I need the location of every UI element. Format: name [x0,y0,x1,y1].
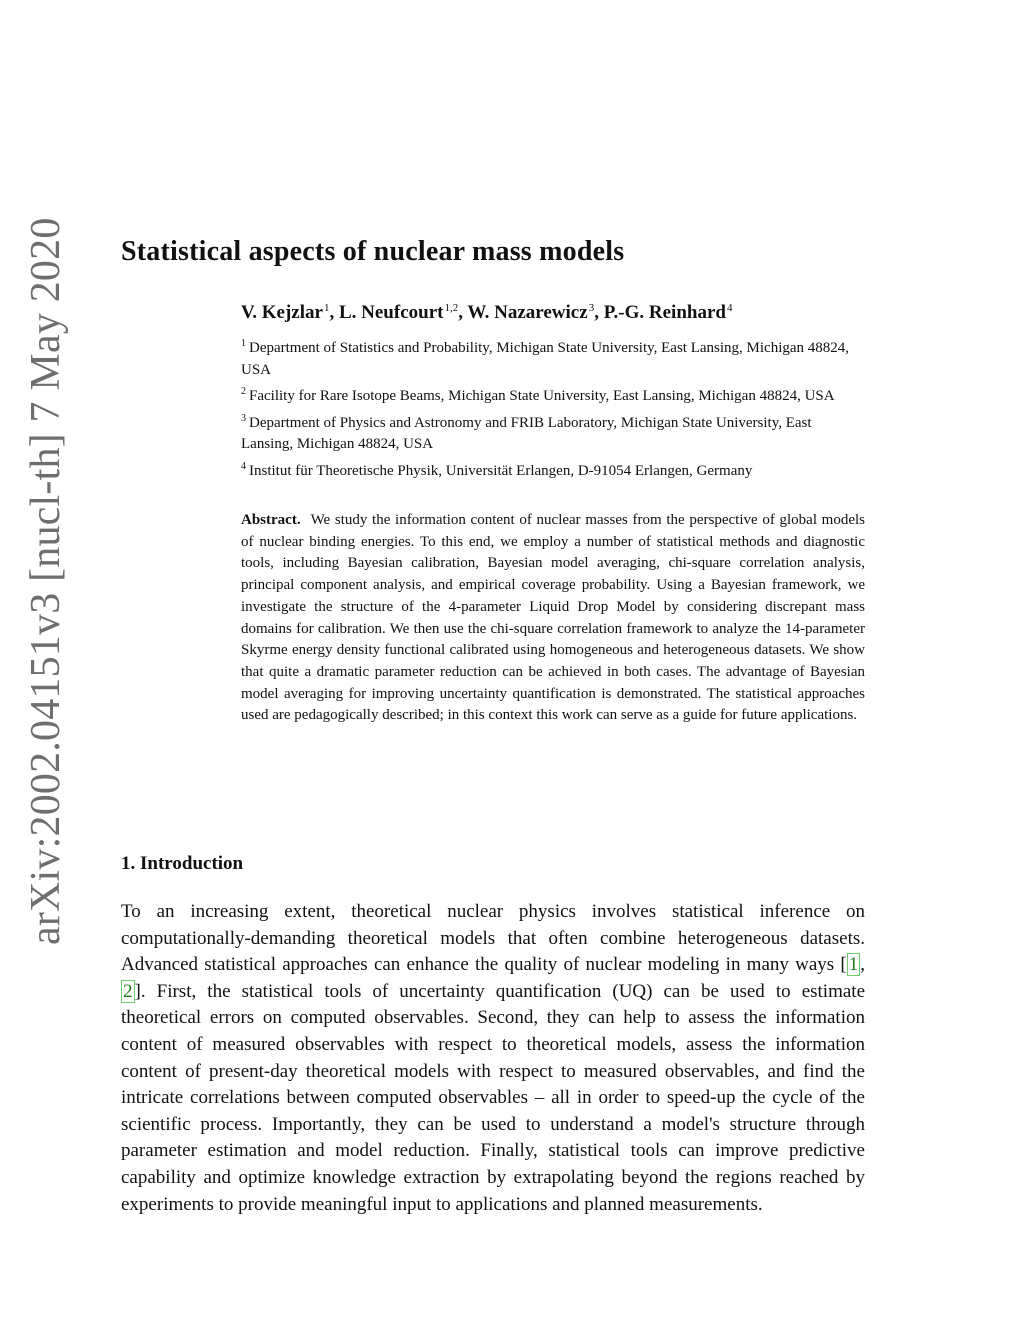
abstract-label: Abstract. [241,512,301,528]
abstract-text: We study the information content of nuclear masses from the perspective of global models of nuclear binding energies. To this end, we employ a number of statistical methods and diagnostic tools, including Bayesian calibration, Bayesian model averaging, chi-square correlation analysis, principal component analysis, and empirical coverage probability. Using a Bayesian framework, we investigate the structure of the 4-parameter Liquid Drop Model by considering discrepant mass domains for calibration. We then use the chi-square correlation framework to analyze the 14-parameter Skyrme energy density functional calibrated using homogeneous and heterogeneous datasets. We show that quite a dramatic parameter reduction can be achieved in both cases. The advantage of Bayesian model averaging for improving uncertainty quantification is demonstrated. The statistical approaches used are pedagogically described; in this context this work can serve as a guide for future applications. [241,512,865,724]
citation-link[interactable]: 2 [123,980,133,1002]
author: V. Kejzlar$^1$, [241,302,339,323]
author-affiliation-marker: 3 [588,302,595,314]
author-list [241,302,732,324]
affiliation: $^2$ Facility for Rare Isotope Beams, Michigan State University, East Lansing, Michigan 48824, USA [241,386,835,405]
author-affiliation-marker: 4 [726,302,733,314]
affiliation: $^3$ Department of Physics and Astronomy and FRIB Laboratory, Michigan State University, East Lansing, Michigan 48824, USA [241,412,812,453]
paper-title: Statistical aspects of nuclear mass models [121,236,625,267]
arxiv-identifier-stamp: arXiv:2002.04151v3 [nucl-th] 7 May 2020 [23,217,69,945]
section-heading: 1. Introduction [121,853,244,874]
abstract [241,510,865,727]
affiliation: $^1$ Department of Statistics and Probability, Michigan State University, East Lansing, Michigan 48824, USA [241,338,850,378]
citation-link[interactable]: 1 [848,954,859,976]
author: W. Nazarewicz$^3$, [467,302,604,323]
introduction-paragraph: To an increasing extent, theoretical nuclear physics involves statistical inference on computationally-demanding theoretical models that often combine heterogeneous datasets. Advanced statistical approaches can enhance the quality of nuclear modeling in many ways [ 1 , 2 ]. First, the statistical tools of uncertainty quantification (UQ) can be used to estimate theoretical errors on computed observables. Second, they can help to assess the information content of measured observables with respect to theoretical models, assess the information content of present-day theoretical models with respect to measured observables, and find the intricate correlations between computed observables – all in order to speed-up the cycle of the scientific process. Importantly, they can be used to understand a model's structure through parameter estimation and model reduction. Finally, statistical tools can improve predictive capability and optimize knowledge extraction by extrapolating beyond the regions reached by experiments to provide meaningful input to applications and planned measurements. [121,901,865,1215]
affiliation: $^4$ Institut für Theoretische Physik, Universität Erlangen, D-91054 Erlangen, Germany [241,460,753,479]
affiliation-list [241,333,865,483]
author: L. Neufcourt$^{1,2}$, [338,302,468,323]
author: P.-G. Reinhard$^4$ [603,302,733,323]
author-affiliation-marker: 1,2 [444,302,459,314]
author-affiliation-marker: 1 [323,302,330,314]
